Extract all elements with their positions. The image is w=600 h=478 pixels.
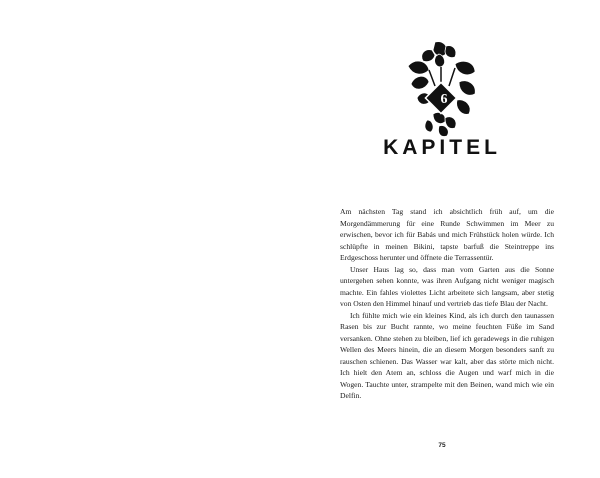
- paragraph: Am nächsten Tag stand ich absichtlich früh auf, um die Morgendämmerung für eine Runde Schwimmen im Meer zu erwischen, bevor ich für Babás und mich Frühstück holen würde. Ich schlüpfte in meinen Bikini, tapste barfuß die Steintreppe ins Erdgeschoss herunter und öffnete die Terrassentür.: [340, 207, 554, 262]
- chapter-title: KAPITEL: [383, 136, 501, 159]
- paragraph: Unser Haus lag so, dass man vom Garten aus die Sonne untergehen sehen konnte, was ihren Aufgang nicht weniger magisch machte. Ein fahles violettes Licht arbeitete sich langsam, aber stetig von Osten den Himmel hinauf und vertrieb das tiefe Blau der Nacht.: [340, 264, 554, 308]
- chapter-number: 6: [440, 92, 448, 107]
- page-number: 75: [438, 442, 446, 449]
- body-text: [340, 206, 554, 402]
- paragraph: Ich fühlte mich wie ein kleines Kind, als ich durch den taunassen Rasen bis zur Bucht rannte, wo meine feuchten Füße im Sand versanken. Ohne stehen zu bleiben, lief ich geradewegs in die ruhigen Wellen des Meers hinein, die an diesem Morgen besonders sanft zu rauschen schienen. Das Wasser war kalt, aber das störte mich nicht. Ich hielt den Atem an, schloss die Augen und warf mich in die Wogen. Tauchte unter, strampelte mit den Beinen, wand mich wie ein Delfin.: [340, 310, 554, 400]
